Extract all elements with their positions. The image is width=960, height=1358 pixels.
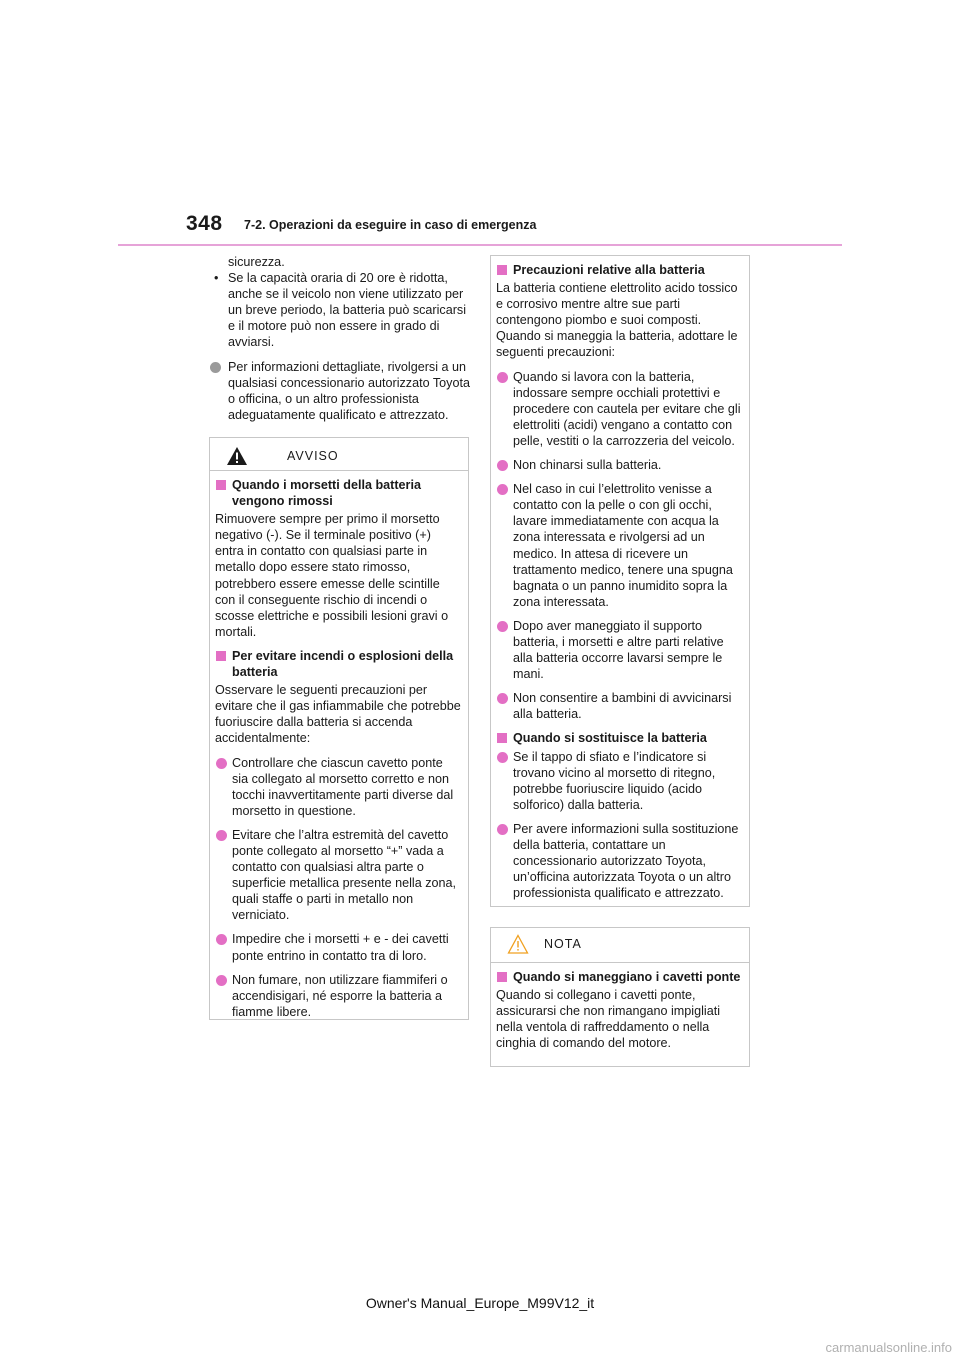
note-heading: Quando si maneggiano i cavetti ponte	[496, 969, 743, 985]
square-bullet-icon	[497, 733, 507, 743]
list-item: Controllare che ciascun cavetto ponte sia collegato al morsetto corretto e non tocchi inavvertitamente parti diverse dal morsetto in questione.	[215, 755, 462, 819]
circle-bullet-icon	[497, 621, 508, 632]
note-header	[491, 928, 749, 963]
list-item: Nel caso in cui l’elettrolito venisse a contatto con la pelle o con gli occhi, lavare immediatamente con acqua la zona interessata e rivolgersi ad un medico. In attesa di ricevere un trattamento medico, tenere una spugna bagnata o un panno inumidito sopra la zona interessata.	[496, 481, 743, 610]
caution-triangle-icon	[507, 934, 529, 954]
circle-bullet-icon	[497, 484, 508, 495]
circle-bullet-icon	[216, 830, 227, 841]
circle-bullet-icon	[497, 824, 508, 835]
intro-column	[210, 254, 472, 431]
sub-bullet-text: Se la capacità oraria di 20 ore è ridotta, anche se il veicolo non viene utilizzato per un breve periodo, la batteria può scaricarsi e il motore può non essere in grado di avviarsi.	[228, 271, 467, 350]
note-label: NOTA	[544, 937, 582, 951]
page-number: 348	[186, 212, 223, 235]
note-box	[490, 927, 750, 1067]
continued-text: sicurezza.	[228, 255, 285, 269]
precautions-heading: Precauzioni relative alla batteria	[496, 262, 743, 278]
bullet-dot-icon: •	[214, 271, 219, 286]
list-item: Per avere informazioni sulla sostituzione della batteria, contattare un concessionario autorizzato Toyota, un’officina autorizzata Toyota o un altro professionista qualificato e attrezzato.	[496, 821, 743, 901]
list-item: Se il tappo di sfiato e l’indicatore si trovano vicino al morsetto di ritegno, potrebbe fuoriuscire liquido (acido solforico) dalla batteria.	[496, 749, 743, 813]
warning-triangle-icon	[226, 446, 248, 466]
warning-text-2: Osservare le seguenti precauzioni per evitare che il gas infiammabile che potrebbe fuoriuscire dalla batteria si accenda accidentalmente:	[215, 683, 461, 746]
manual-footer: Owner's Manual_Europe_M99V12_it	[365, 1295, 595, 1311]
gray-bullet-icon	[210, 362, 221, 373]
warning-header	[210, 438, 468, 471]
list-item: Non consentire a bambini di avvicinarsi alla batteria.	[496, 690, 743, 722]
circle-bullet-icon	[216, 934, 227, 945]
circle-bullet-icon	[497, 460, 508, 471]
sub-bullet	[210, 270, 472, 350]
circle-bullet-icon	[497, 693, 508, 704]
square-bullet-icon	[497, 972, 507, 982]
header-rule	[118, 244, 842, 246]
list-item: Non chinarsi sulla batteria.	[496, 457, 743, 473]
note-text: Quando si collegano i cavetti ponte, assicurarsi che non rimangano impigliati nella ventola di raffreddamento o nella cinghia di comando del motore.	[496, 988, 720, 1051]
list-item: Impedire che i morsetti + e - dei cavetti ponte entrino in contatto tra di loro.	[215, 931, 462, 963]
square-bullet-icon	[216, 480, 226, 490]
warning-heading-2: Per evitare incendi o esplosioni della batteria	[215, 648, 462, 680]
warning-label: AVVISO	[287, 449, 339, 463]
section-title: 7-2. Operazioni da eseguire in caso di emergenza	[244, 218, 537, 232]
replacement-heading: Quando si sostituisce la batteria	[496, 730, 743, 746]
circle-bullet-icon	[497, 752, 508, 763]
intro-bullet	[210, 359, 472, 423]
warning-heading-1: Quando i morsetti della batteria vengono rimossi	[215, 477, 462, 509]
precautions-text: La batteria contiene elettrolito acido tossico e corrosivo mentre altre sue parti contengono piombo e suoi composti. Quando si maneggia la batteria, adottare le seguenti precauzioni:	[496, 281, 738, 360]
battery-precautions-box	[490, 255, 750, 907]
list-item: Dopo aver maneggiato il supporto batteria, i morsetti e altre parti relative alla batteria occorre lavarsi sempre le mani.	[496, 618, 743, 682]
square-bullet-icon	[216, 651, 226, 661]
circle-bullet-icon	[216, 758, 227, 769]
circle-bullet-icon	[497, 372, 508, 383]
list-item: Non fumare, non utilizzare fiammiferi o accendisigari, né esporre la batteria a fiamme libere.	[215, 972, 462, 1020]
watermark: carmanualsonline.info	[825, 1340, 952, 1355]
list-item: Evitare che l’altra estremità del cavetto ponte collegato al morsetto “+” vada a contatto con qualsiasi altra parte o superficie metallica presente nella zona, quali staffe o parti in metallo non verniciato.	[215, 827, 462, 924]
list-item: Quando si lavora con la batteria, indossare sempre occhiali protettivi e procedere con cautela per evitare che gli elettroliti (acidi) vengano a contatto con pelle, vestiti o la carrozzeria del veicolo.	[496, 369, 743, 449]
warning-box	[209, 437, 469, 1020]
warning-text-1: Rimuovere sempre per primo il morsetto negativo (-). Se il terminale positivo (+) entra in contatto con qualsiasi parte in metallo dopo essere stato rimosso, potrebbero essere emesse delle scintille con il conseguente rischio di incendi o scosse elettriche e possibili lesioni gravi o mortali.	[215, 512, 449, 639]
circle-bullet-icon	[216, 975, 227, 986]
intro-bullet-text: Per informazioni dettagliate, rivolgersi a un qualsiasi concessionario autorizzato Toyota o officina, o un altro professionista adeguatamente qualificato e attrezzato.	[228, 359, 470, 422]
square-bullet-icon	[497, 265, 507, 275]
